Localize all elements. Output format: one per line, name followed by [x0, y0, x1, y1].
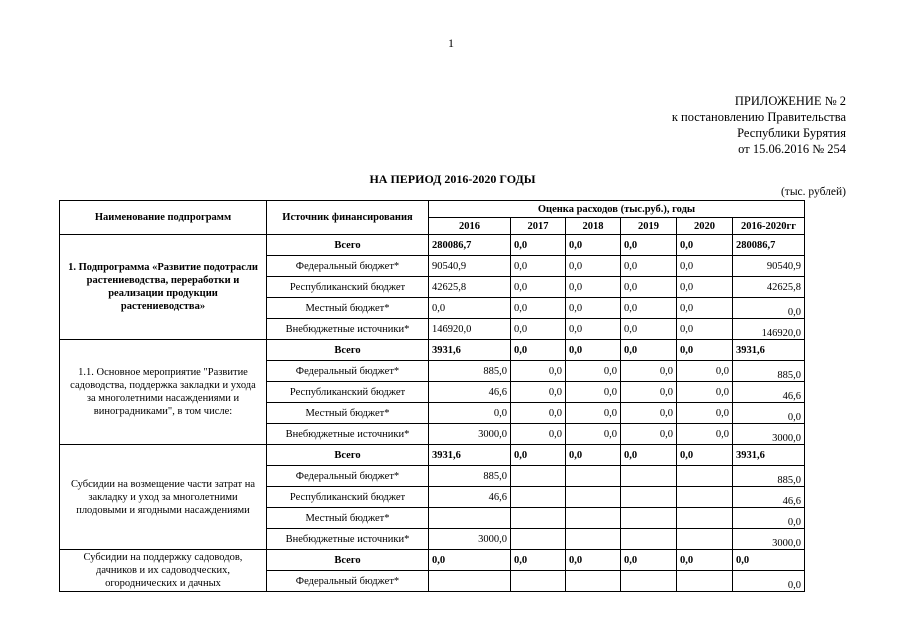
- header-year-total: 2016-2020гг: [733, 218, 805, 235]
- year-value-cell: 0,0: [566, 256, 621, 277]
- year-value-cell: 0,0: [621, 550, 677, 571]
- year-value-cell: [677, 487, 733, 508]
- year-value-cell: 0,0: [511, 424, 566, 445]
- year-value-cell: 0,0: [621, 445, 677, 466]
- year-value-cell: [429, 571, 511, 592]
- year-value-cell: 3000,0: [429, 529, 511, 550]
- header-year: 2019: [621, 218, 677, 235]
- total-value-cell: 3000,0: [733, 529, 805, 550]
- year-value-cell: 0,0: [511, 256, 566, 277]
- funding-source: Всего: [267, 550, 429, 571]
- year-value-cell: [677, 466, 733, 487]
- funding-source: Федеральный бюджет*: [267, 571, 429, 592]
- year-value-cell: 0,0: [677, 550, 733, 571]
- total-value-cell: 0,0: [733, 571, 805, 592]
- header-year: 2017: [511, 218, 566, 235]
- year-value-cell: 3000,0: [429, 424, 511, 445]
- year-value-cell: [429, 508, 511, 529]
- year-value-cell: 0,0: [677, 256, 733, 277]
- year-value-cell: 0,0: [621, 403, 677, 424]
- funding-source: Внебюджетные источники*: [267, 319, 429, 340]
- year-value-cell: 0,0: [566, 550, 621, 571]
- year-value-cell: [566, 571, 621, 592]
- year-value-cell: [566, 529, 621, 550]
- total-value-cell: 0,0: [733, 508, 805, 529]
- funding-source: Федеральный бюджет*: [267, 466, 429, 487]
- year-value-cell: 885,0: [429, 466, 511, 487]
- funding-source: Местный бюджет*: [267, 508, 429, 529]
- funding-source: Всего: [267, 445, 429, 466]
- total-value-cell: 90540,9: [733, 256, 805, 277]
- header-year: 2018: [566, 218, 621, 235]
- funding-source: Всего: [267, 235, 429, 256]
- year-value-cell: 0,0: [677, 277, 733, 298]
- year-value-cell: 3931,6: [429, 445, 511, 466]
- year-value-cell: 0,0: [511, 319, 566, 340]
- year-value-cell: 46,6: [429, 487, 511, 508]
- year-value-cell: 0,0: [677, 424, 733, 445]
- year-value-cell: 0,0: [511, 445, 566, 466]
- appendix-line-1: ПРИЛОЖЕНИЕ № 2: [734, 94, 846, 108]
- table-row: [60, 340, 805, 361]
- year-value-cell: 280086,7: [429, 235, 511, 256]
- total-value-cell: 3931,6: [733, 445, 805, 466]
- year-value-cell: 0,0: [511, 298, 566, 319]
- year-value-cell: 3931,6: [429, 340, 511, 361]
- year-value-cell: 90540,9: [429, 256, 511, 277]
- year-value-cell: 0,0: [566, 445, 621, 466]
- year-value-cell: 0,0: [511, 277, 566, 298]
- header-name: Наименование подпрограмм: [60, 201, 267, 235]
- year-value-cell: 0,0: [621, 277, 677, 298]
- page-number: 1: [448, 36, 454, 50]
- total-value-cell: 146920,0: [733, 319, 805, 340]
- year-value-cell: [511, 529, 566, 550]
- year-value-cell: 0,0: [621, 424, 677, 445]
- total-value-cell: 280086,7: [733, 235, 805, 256]
- subprogram-name: Субсидии на поддержку садоводов, дачников и их садоводческих, огороднических и дачных: [60, 550, 267, 592]
- year-value-cell: [677, 571, 733, 592]
- year-value-cell: 0,0: [566, 382, 621, 403]
- year-value-cell: 0,0: [511, 550, 566, 571]
- header-source: Источник финансирования: [267, 201, 429, 235]
- total-value-cell: 885,0: [733, 466, 805, 487]
- year-value-cell: 0,0: [677, 340, 733, 361]
- year-value-cell: [511, 466, 566, 487]
- year-value-cell: [566, 508, 621, 529]
- funding-source: Республиканский бюджет: [267, 277, 429, 298]
- year-value-cell: 0,0: [511, 361, 566, 382]
- year-value-cell: [621, 529, 677, 550]
- units-note: (тыс. рублей): [780, 186, 846, 198]
- year-value-cell: [621, 487, 677, 508]
- year-value-cell: 42625,8: [429, 277, 511, 298]
- total-value-cell: 3931,6: [733, 340, 805, 361]
- table-row: [60, 235, 805, 256]
- year-value-cell: 0,0: [566, 424, 621, 445]
- year-value-cell: 0,0: [677, 361, 733, 382]
- total-value-cell: 0,0: [733, 550, 805, 571]
- total-value-cell: 3000,0: [733, 424, 805, 445]
- year-value-cell: 0,0: [621, 382, 677, 403]
- year-value-cell: 0,0: [677, 298, 733, 319]
- header-year: 2020: [677, 218, 733, 235]
- year-value-cell: 0,0: [429, 550, 511, 571]
- year-value-cell: 0,0: [621, 340, 677, 361]
- funding-source: Местный бюджет*: [267, 298, 429, 319]
- year-value-cell: 0,0: [511, 382, 566, 403]
- appendix-block: [672, 93, 846, 157]
- funding-source: Внебюджетные источники*: [267, 529, 429, 550]
- year-value-cell: 0,0: [511, 340, 566, 361]
- header-year: 2016: [429, 218, 511, 235]
- year-value-cell: 0,0: [677, 403, 733, 424]
- total-value-cell: 0,0: [733, 403, 805, 424]
- year-value-cell: 0,0: [677, 382, 733, 403]
- subprogram-name: Субсидии на возмещение части затрат на закладку и уход за многолетними плодовыми и ягодными насаждениями: [60, 445, 267, 550]
- year-value-cell: 0,0: [621, 298, 677, 319]
- total-value-cell: 46,6: [733, 382, 805, 403]
- table-body: [60, 235, 805, 592]
- year-value-cell: 0,0: [621, 256, 677, 277]
- funding-source: Всего: [267, 340, 429, 361]
- year-value-cell: [511, 571, 566, 592]
- funding-source: Внебюджетные источники*: [267, 424, 429, 445]
- appendix-line-4: от 15.06.2016 № 254: [738, 142, 846, 156]
- year-value-cell: [677, 529, 733, 550]
- funding-source: Местный бюджет*: [267, 403, 429, 424]
- funding-source: Федеральный бюджет*: [267, 361, 429, 382]
- appendix-line-2: к постановлению Правительства: [671, 110, 846, 124]
- subprogram-name: 1.1. Основное мероприятие "Развитие садоводства, поддержка закладки и ухода за многолетними насаждениями и виноградниками", в том числе:: [60, 340, 267, 445]
- year-value-cell: [511, 508, 566, 529]
- year-value-cell: [511, 487, 566, 508]
- year-value-cell: [566, 466, 621, 487]
- total-value-cell: 0,0: [733, 298, 805, 319]
- year-value-cell: 885,0: [429, 361, 511, 382]
- year-value-cell: 0,0: [566, 340, 621, 361]
- budget-table: [59, 200, 805, 592]
- year-value-cell: 0,0: [621, 319, 677, 340]
- document-title: НА ПЕРИОД 2016-2020 ГОДЫ: [369, 172, 536, 186]
- funding-source: Республиканский бюджет: [267, 487, 429, 508]
- year-value-cell: 0,0: [566, 298, 621, 319]
- total-value-cell: 42625,8: [733, 277, 805, 298]
- year-value-cell: 0,0: [511, 235, 566, 256]
- year-value-cell: 0,0: [429, 298, 511, 319]
- table-row: [60, 445, 805, 466]
- year-value-cell: [621, 508, 677, 529]
- subprogram-name: 1. Подпрограмма «Развитие подотрасли растениеводства, переработки и реализации продукции растениеводства»: [60, 235, 267, 340]
- year-value-cell: 0,0: [677, 319, 733, 340]
- year-value-cell: 0,0: [677, 235, 733, 256]
- year-value-cell: 46,6: [429, 382, 511, 403]
- funding-source: Республиканский бюджет: [267, 382, 429, 403]
- year-value-cell: 0,0: [677, 445, 733, 466]
- year-value-cell: 0,0: [621, 361, 677, 382]
- year-value-cell: [621, 571, 677, 592]
- year-value-cell: 146920,0: [429, 319, 511, 340]
- funding-source: Федеральный бюджет*: [267, 256, 429, 277]
- total-value-cell: 46,6: [733, 487, 805, 508]
- appendix-line-3: Республики Бурятия: [737, 126, 846, 140]
- table-row: [60, 550, 805, 571]
- header-estimate: Оценка расходов (тыс.руб.), годы: [429, 201, 805, 218]
- year-value-cell: 0,0: [566, 277, 621, 298]
- year-value-cell: [621, 466, 677, 487]
- year-value-cell: 0,0: [566, 361, 621, 382]
- year-value-cell: [566, 487, 621, 508]
- year-value-cell: [677, 508, 733, 529]
- year-value-cell: 0,0: [429, 403, 511, 424]
- year-value-cell: 0,0: [621, 235, 677, 256]
- year-value-cell: 0,0: [566, 403, 621, 424]
- year-value-cell: 0,0: [566, 235, 621, 256]
- year-value-cell: 0,0: [511, 403, 566, 424]
- year-value-cell: 0,0: [566, 319, 621, 340]
- total-value-cell: 885,0: [733, 361, 805, 382]
